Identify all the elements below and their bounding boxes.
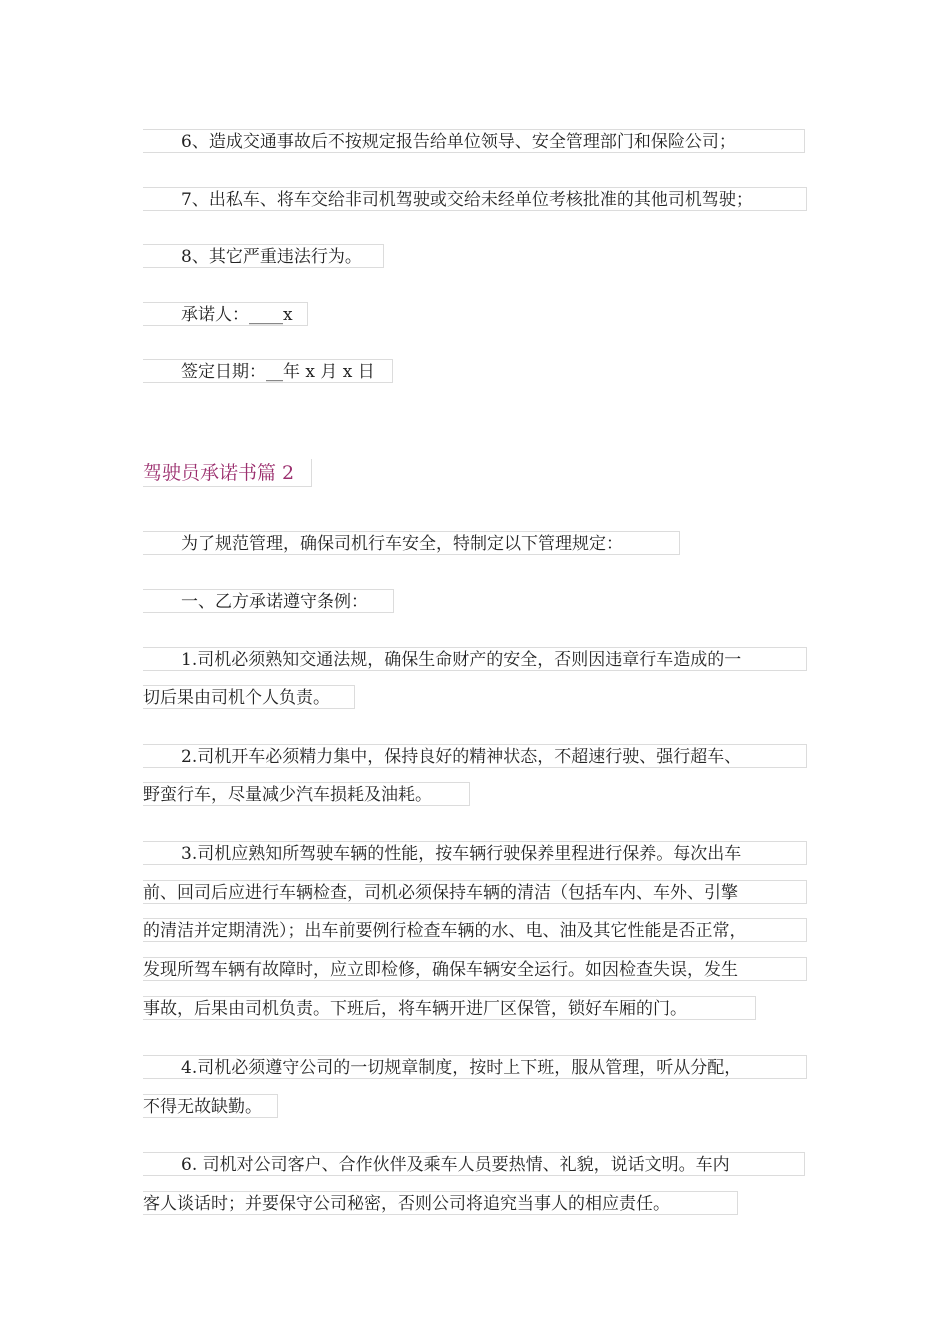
rule-3-line-4: 发现所驾车辆有故障时，应立即检修，确保车辆安全运行。如因检查失误，发生	[143, 957, 807, 981]
signing-date-line: 签定日期：__年 x 月 x 日	[143, 359, 393, 383]
rule-4-line-2: 不得无故缺勤。	[143, 1094, 278, 1118]
section-heading: 驾驶员承诺书篇 2	[143, 459, 312, 487]
rule-3-line-3: 的清洁并定期清洗）；出车前要例行检查车辆的水、电、油及其它性能是否正常，	[143, 918, 807, 942]
part-one-heading: 一、乙方承诺遵守条例：	[143, 589, 394, 613]
rule-1-line-1: 1.司机必须熟知交通法规，确保生命财产的安全，否则因违章行车造成的一	[143, 647, 807, 671]
rule-3-line-2: 前、回司后应进行车辆检查，司机必须保持车辆的清洁（包括车内、车外、引擎	[143, 880, 807, 904]
rule-4-line-1: 4.司机必须遵守公司的一切规章制度，按时上下班，服从管理，听从分配，	[143, 1055, 807, 1079]
clause-6-line: 6、造成交通事故后不按规定报告给单位领导、安全管理部门和保险公司；	[143, 129, 805, 153]
rule-2-line-2: 野蛮行车，尽量减少汽车损耗及油耗。	[143, 782, 470, 806]
rule-6-line-2: 客人谈话时；并要保守公司秘密，否则公司将追究当事人的相应责任。	[143, 1191, 738, 1215]
intro-line: 为了规范管理，确保司机行车安全，特制定以下管理规定：	[143, 531, 680, 555]
clause-8-line: 8、其它严重违法行为。	[143, 244, 384, 268]
rule-3-line-1: 3.司机应熟知所驾驶车辆的性能，按车辆行驶保养里程进行保养。每次出车	[143, 841, 807, 865]
rule-1-line-2: 切后果由司机个人负责。	[143, 685, 355, 709]
rule-3-line-5: 事故，后果由司机负责。下班后，将车辆开进厂区保管，锁好车厢的门。	[143, 996, 756, 1020]
promisor-line: 承诺人：____x	[143, 302, 308, 326]
rule-2-line-1: 2.司机开车必须精力集中，保持良好的精神状态，不超速行驶、强行超车、	[143, 744, 807, 768]
rule-6-line-1: 6. 司机对公司客户、合作伙伴及乘车人员要热情、礼貌，说话文明。车内	[143, 1152, 805, 1176]
clause-7-line: 7、出私车、将车交给非司机驾驶或交给未经单位考核批准的其他司机驾驶；	[143, 187, 807, 211]
